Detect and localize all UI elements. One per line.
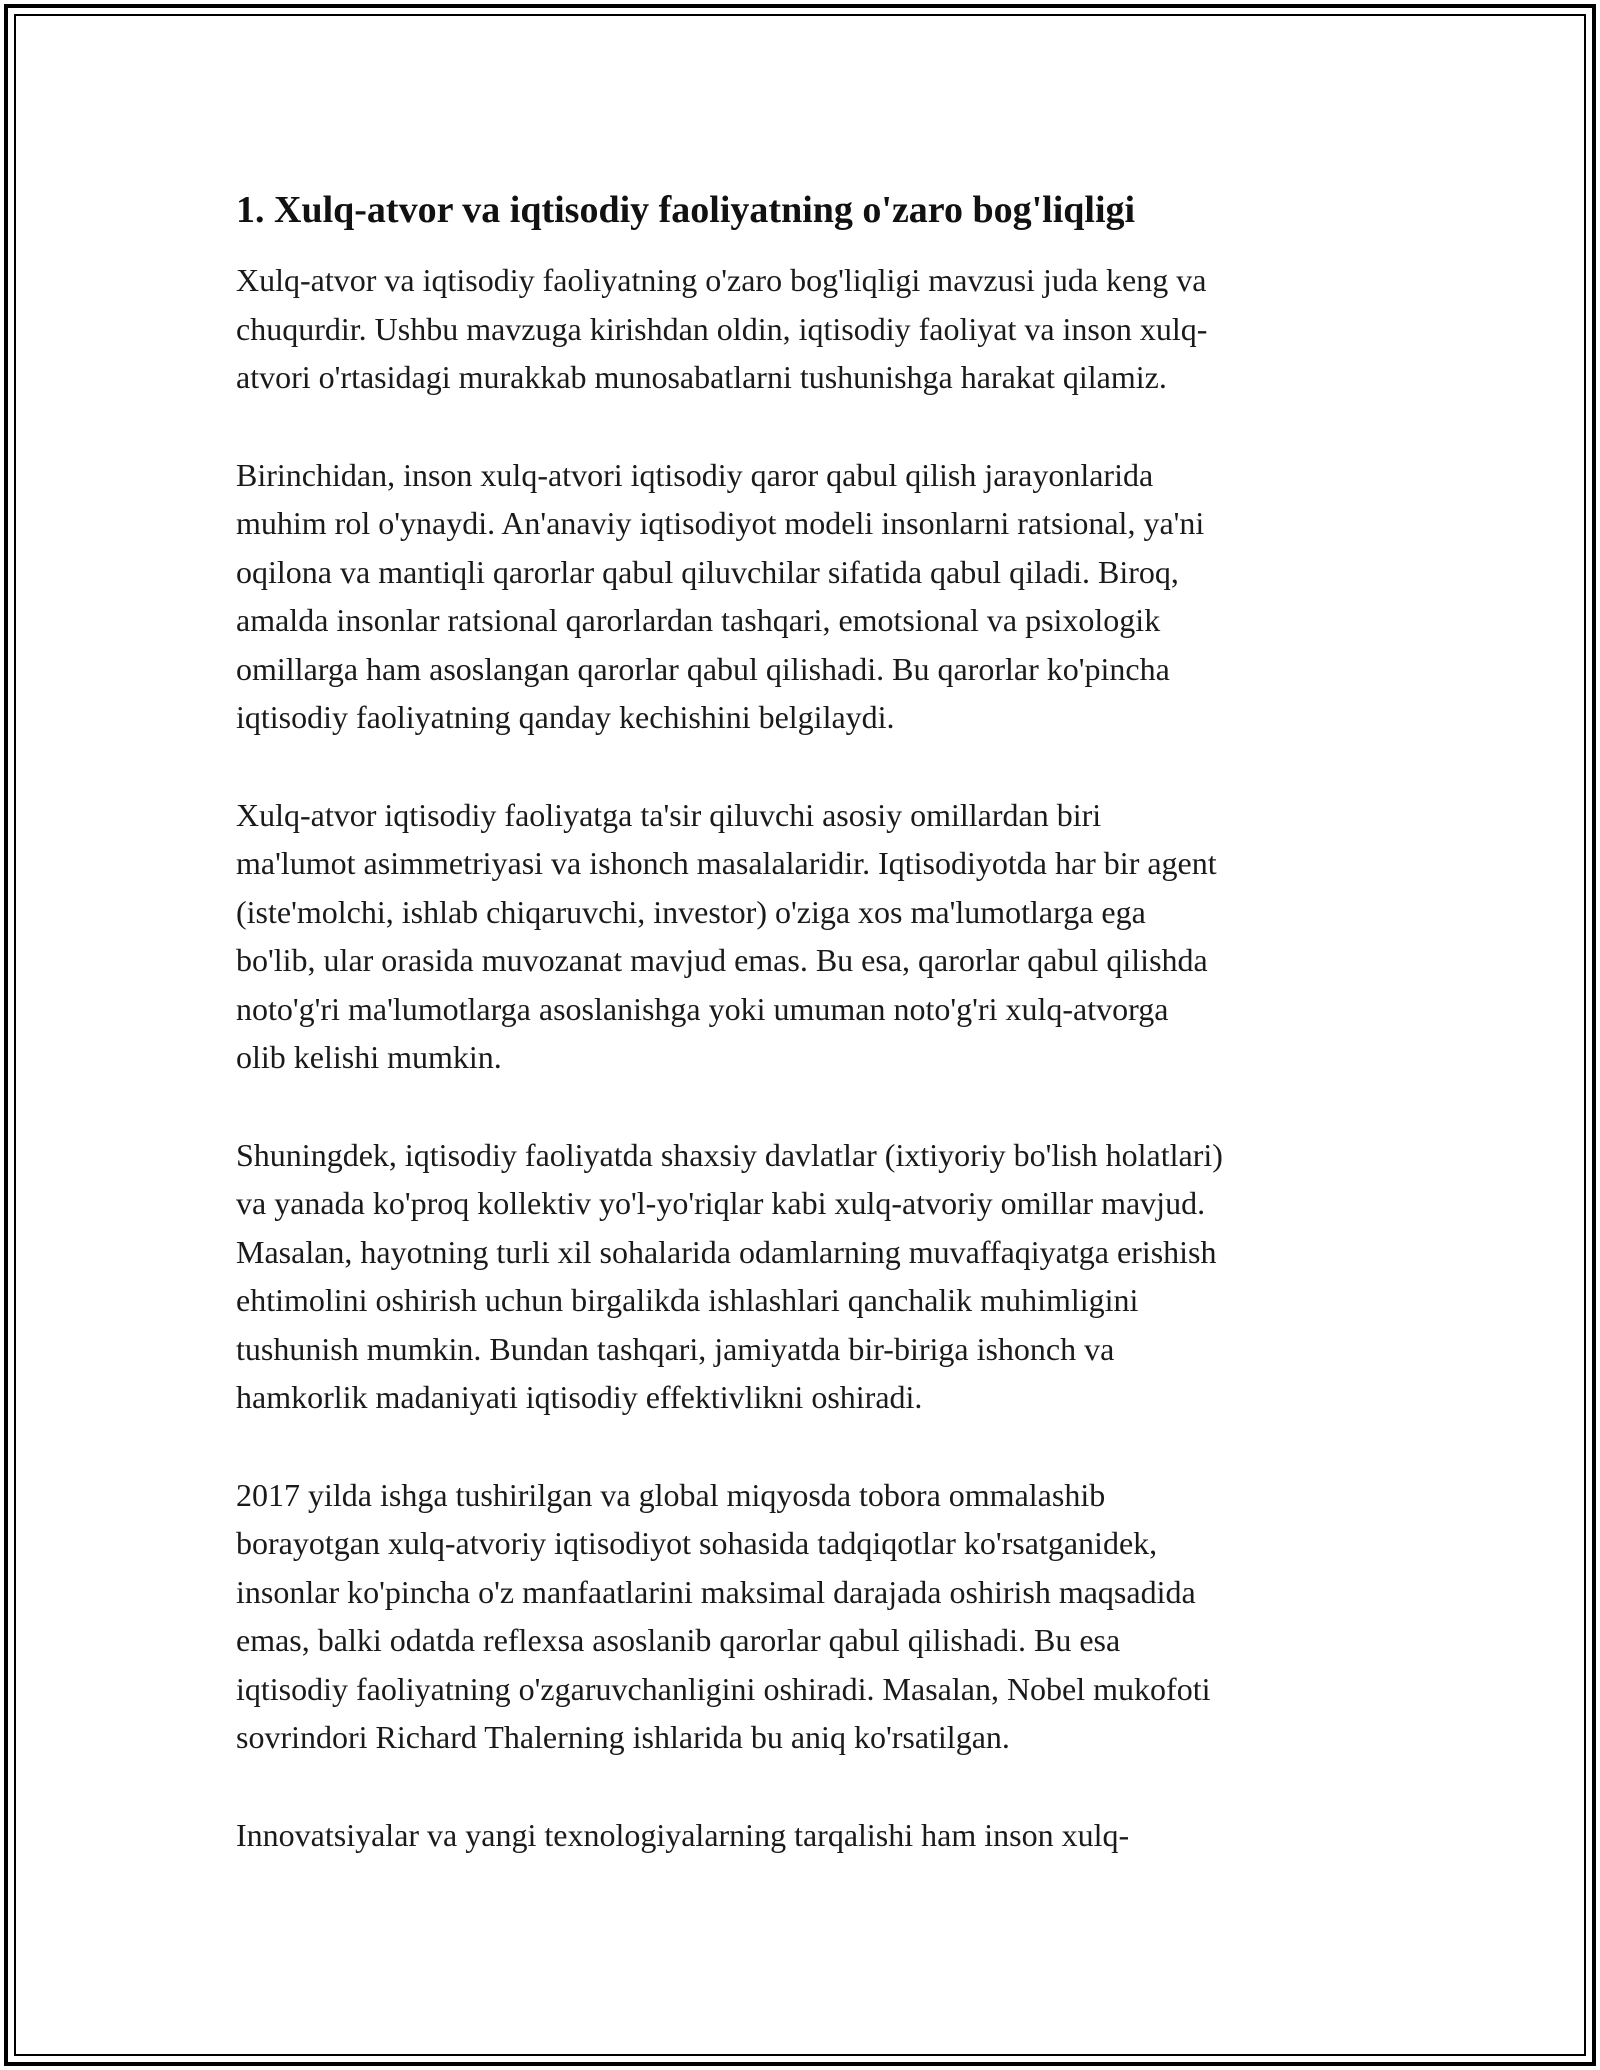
line: iqtisodiy faoliyatning qanday kechishini belgilaydi. [236, 699, 895, 735]
line: insonlar ko'pincha o'z manfaatlarini maksimal darajada oshirish maqsadida [236, 1573, 1196, 1610]
paragraph-6 [236, 1811, 1376, 1860]
line: Xulq-atvor iqtisodiy faoliyatga ta'sir qiluvchi asosiy omillardan biri [236, 796, 1102, 833]
line: emas, balki odatda reflexsa asoslanib qarorlar qabul qilishadi. Bu esa [236, 1622, 1121, 1658]
line: Innovatsiyalar va yangi texnologiyalarning tarqalishi ham inson xulq- [236, 1816, 1130, 1853]
line: noto'g'ri ma'lumotlarga asoslanishga yoki umuman noto'g'ri xulq-atvorga [236, 990, 1169, 1027]
line: iqtisodiy faoliyatning o'zgaruvchanligini oshiradi. Masalan, Nobel mukofoti [236, 1670, 1211, 1707]
line: tushunish mumkin. Bundan tashqari, jamiyatda bir-biriga ishonch va [236, 1330, 1115, 1367]
line: Birinchidan, inson xulq-atvori iqtisodiy qaror qabul qilish jarayonlarida [236, 456, 1154, 493]
line: sovrindori Richard Thalerning ishlarida bu aniq ko'rsatilgan. [236, 1719, 1010, 1755]
line: atvori o'rtasidagi murakkab munosabatlarni tushunishga harakat qilamiz. [236, 359, 1167, 395]
line: olib kelishi mumkin. [236, 1039, 502, 1075]
line: (iste'molchi, ishlab chiqaruvchi, investor) o'ziga xos ma'lumotlarga ega [236, 893, 1146, 930]
line: ma'lumot asimmetriyasi va ishonch masalalaridir. Iqtisodiyotda har bir agent [236, 845, 1217, 881]
line: Shuningdek, iqtisodiy faoliyatda shaxsiy davlatlar (ixtiyoriy bo'lish holatlari) [236, 1136, 1223, 1173]
paragraph-5 [236, 1471, 1376, 1762]
line: hamkorlik madaniyati iqtisodiy effektivlikni oshiradi. [236, 1379, 923, 1415]
line: va yanada ko'proq kollektiv yo'l-yo'riqlar kabi xulq-atvoriy omillar mavjud. [236, 1185, 1206, 1221]
paragraph-4 [236, 1131, 1376, 1422]
line: bo'lib, ular orasida muvozanat mavjud emas. Bu esa, qarorlar qabul qilishda [236, 942, 1208, 978]
line: Masalan, hayotning turli xil sohalarida odamlarning muvaffaqiyatga erishish [236, 1233, 1217, 1270]
line: ehtimolini oshirish uchun birgalikda ishlashlari qanchalik muhimligini [236, 1282, 1139, 1318]
line: amalda insonlar ratsional qarorlardan tashqari, emotsional va psixologik [236, 602, 1161, 638]
paragraph-1 [236, 256, 1376, 402]
section-heading: 1. Xulq-atvor va iqtisodiy faoliyatning o'zaro bog'liqligi [236, 189, 1136, 231]
line: omillarga ham asoslangan qarorlar qabul qilishadi. Bu qarorlar ko'pincha [236, 650, 1170, 687]
line: 2017 yilda ishga tushirilgan va global miqyosda tobora ommalashib [236, 1476, 1106, 1513]
line: Xulq-atvor va iqtisodiy faoliyatning o'zaro bog'liqligi mavzusi juda keng va [236, 262, 1207, 298]
paragraph-2 [236, 451, 1376, 742]
line: chuqurdir. Ushbu mavzuga kirishdan oldin, iqtisodiy faoliyat va inson xulq- [236, 310, 1208, 347]
line: oqilona va mantiqli qarorlar qabul qiluvchilar sifatida qabul qiladi. Biroq, [236, 553, 1179, 590]
line: muhim rol o'ynaydi. An'anaviy iqtisodiyot modeli insonlarni ratsional, ya'ni [236, 505, 1205, 541]
document-body [236, 186, 1376, 1908]
line: borayotgan xulq-atvoriy iqtisodiyot sohasida tadqiqotlar ko'rsatganidek, [236, 1525, 1158, 1561]
paragraph-3 [236, 791, 1376, 1082]
